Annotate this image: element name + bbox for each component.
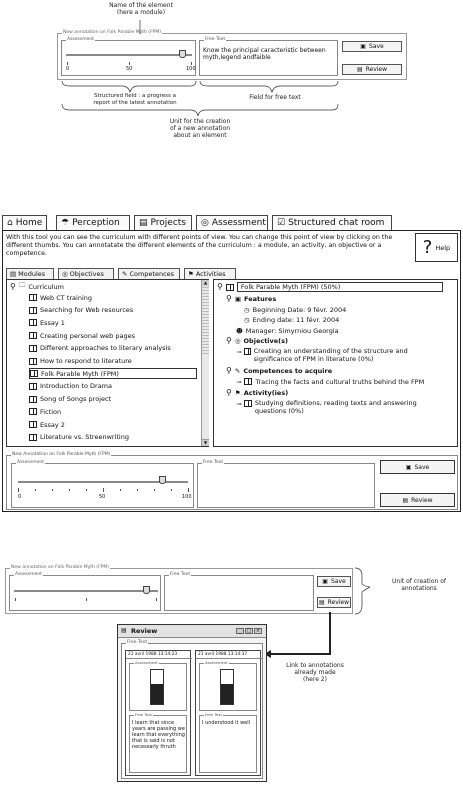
scroll-down-icon[interactable]: ▼ (203, 440, 208, 445)
intro-text: With this tool you can see the curriculum with different points of view. You can change this point of view by clicking on the different thumbs. You can annotatate the different elements of the curriculum : a module, an activity, an objective or a competence. (6, 234, 393, 257)
detail-title[interactable]: Folk Parable Myth (FPM) (50%) (237, 282, 443, 292)
save-icon: ▣ (405, 463, 412, 471)
help-icon: ? (422, 237, 433, 258)
home-icon: ⌂ (7, 218, 13, 228)
top-free-text-legend: Free Text (205, 37, 226, 42)
chat-icon: ☑ (277, 218, 286, 228)
tab-structured-chat[interactable]: ☑ Structured chat room (272, 215, 392, 230)
tree-item-label: Song of Songs project (40, 395, 112, 404)
competences-icon: ✎ (122, 270, 128, 278)
link-icon: ⊸ (236, 348, 242, 356)
name-caption: Name of the element (here a module) (109, 2, 173, 16)
review-icon: ▤ (402, 496, 409, 504)
tree-item-label: Essay 1 (40, 318, 65, 327)
manager-icon: ☻ (236, 327, 243, 335)
review-titlebar (118, 625, 266, 638)
maximize-icon[interactable]: □ (246, 628, 252, 634)
tree-item-label: Essay 2 (40, 420, 65, 429)
features-icon: ▣ (234, 295, 242, 303)
pin-icon: ⚲ (226, 388, 232, 397)
card-assessment: Assessment (129, 663, 187, 711)
card-assessment: Assessment (199, 663, 257, 711)
tree-item-label: Fiction (40, 407, 62, 416)
save-icon: ▣ (322, 578, 328, 585)
top-scale-mid: 50 (126, 66, 133, 72)
tree-item-label: Web CT training (40, 293, 92, 302)
modules-icon: ▤ (10, 270, 17, 278)
save-button[interactable]: ▣ Save (380, 460, 455, 474)
review-icon: ▤ (318, 599, 325, 606)
unit-caption: Unit for the creation of a new annotation about an element (169, 118, 231, 139)
bottom-free-text-legend: Free Text (170, 572, 191, 577)
activity-icon: ⚑ (234, 389, 241, 397)
tree-root[interactable]: ⚲ 🗀 Curriculum (10, 281, 65, 291)
review-group (121, 640, 263, 779)
objectives-label: Objective(s) (243, 337, 288, 345)
card-text: I understood it well (202, 720, 251, 726)
card-text: I learn that since years are passing we learn that everything that is said is not necessarly thruth (132, 720, 185, 750)
review-window (117, 624, 267, 782)
bottom-save-button[interactable]: ▣ Save (317, 576, 351, 587)
link-caption: Link to annotations already made (here 2) (286, 662, 344, 683)
features-label: Features (244, 295, 277, 303)
tree-item-label: Searching for Web resources (40, 306, 134, 315)
card-level-fill (151, 684, 163, 704)
objective-icon: ◎ (234, 337, 241, 345)
tab-competences[interactable]: ✎ Competences (118, 268, 180, 279)
tree-item-label: Literature vs. Streenwriting (40, 433, 129, 442)
bottom-assessment-legend: Assessment (15, 572, 42, 577)
competence-icon: ✎ (234, 367, 241, 375)
tab-assessment[interactable]: ◎ Assessment (196, 215, 268, 230)
bottom-review-button[interactable]: ▤ Review (318, 599, 350, 606)
top-free-text-value[interactable]: Know the principal caracteristic between myth,legend andfaible (203, 47, 326, 61)
minimize-icon[interactable]: _ (236, 628, 244, 634)
tab-perception[interactable]: ☂ Perception (56, 215, 130, 230)
help-button[interactable]: ? Help (415, 233, 458, 262)
tab-objectives[interactable]: ◎ Objectives (58, 268, 114, 279)
review-card (125, 650, 191, 776)
scale-min: 0 (18, 494, 22, 500)
perception-icon: ☂ (61, 218, 70, 228)
tree-item-label: How to respond to literature (40, 357, 132, 365)
pin-icon: ⚲ (226, 366, 232, 375)
card-level-bar (220, 669, 234, 705)
card-date: 21 avril 1988 13:14:23 (126, 651, 192, 659)
scroll-up-icon[interactable]: ▲ (203, 280, 208, 285)
link-icon: ⊸ (236, 378, 242, 386)
clock-icon: ◷ (244, 306, 250, 314)
top-scale-max: 100 (186, 66, 196, 72)
card-level-fill (221, 684, 233, 704)
close-icon[interactable]: × (255, 628, 261, 634)
review-group-legend: Free Text (127, 640, 148, 645)
manager: Manager: Simyrniou Georgia (245, 327, 339, 335)
tab-activities[interactable]: ⚑ Activities (184, 268, 236, 279)
tree-item-label: Different approaches to literary analysis (40, 344, 171, 353)
activities-label: Activity(ies) (243, 389, 289, 397)
clock-icon: ◷ (244, 316, 250, 324)
activity-text[interactable]: Studying definitions, reading texts and answering questions (0%) (254, 399, 417, 415)
scale-mid: 50 (99, 494, 106, 500)
competence-text[interactable]: Tracing the facts and cultural truths behind the FPM (255, 378, 425, 386)
card-free-text: Free Text I understood it well (199, 715, 257, 773)
annotation-title: New Annotation on Folk Parable Myth (FPM) (12, 452, 111, 457)
review-card (195, 650, 261, 776)
tab-modules[interactable]: ▤ Modules (6, 268, 54, 279)
end-date: Ending date: 11 févr. 2004 (252, 316, 340, 324)
top-assessment-legend: Assessment (67, 37, 94, 42)
free-text-legend: Free Text (203, 460, 224, 465)
pin-icon: ⚲ (217, 282, 223, 291)
objective-text[interactable]: Creating an understanding of the structure and significance of FPM in literature (0%) (253, 347, 408, 363)
tree-item-label: Introduction to Drama (40, 382, 112, 391)
pin-icon: ⚲ (226, 294, 232, 303)
scale-max: 100 (182, 494, 192, 500)
top-frame-title: New annotation on Folk Parable Myth (FPM) (63, 30, 162, 35)
tree-item-label: Creating personal web pages (40, 331, 135, 340)
objectives-icon: ◎ (62, 270, 68, 278)
card-level-bar (150, 669, 164, 705)
pin-icon: ⚲ (10, 281, 16, 291)
top-save-button[interactable]: ▣ Save (342, 41, 402, 52)
projects-icon: ▤ (139, 218, 148, 228)
link-icon: ⊸ (236, 400, 242, 408)
pin-icon: ⚲ (226, 336, 232, 345)
structured-caption: Structured field : a progress a report of the latest annotation (93, 93, 177, 106)
review-button[interactable]: ▤ Review (380, 493, 455, 507)
bottom-unit-caption: Unit of creation of annotations (392, 578, 446, 592)
folder-icon: 🗀 (18, 281, 26, 289)
card-date: 21 avril 1988 13:14:37 (196, 651, 262, 659)
review-window-icon: ▤ (121, 627, 127, 634)
activities-icon: ⚑ (188, 270, 194, 278)
begin-date: Beginning Date: 9 févr. 2004 (252, 306, 347, 314)
free-caption: Field for free text (249, 94, 301, 101)
tab-projects[interactable]: ▤ Projects (134, 215, 192, 230)
assessment-icon: ◎ (201, 218, 209, 228)
bottom-frame-title: New annotation on Folk Parable Myth (FPM) (11, 565, 110, 570)
top-scale-min: 0 (66, 66, 70, 72)
review-window-title: Review (131, 627, 158, 635)
tree-item-label: Folk Parable Myth (FPM) (41, 369, 119, 378)
review-icon: ▤ (356, 66, 363, 73)
competences-label: Competences to acquire (243, 367, 333, 375)
top-review-button[interactable]: ▤ Review (342, 64, 402, 75)
save-icon: ▣ (360, 43, 366, 50)
tab-home[interactable]: ⌂ Home (2, 215, 47, 230)
card-free-text: Free Text I learn that since years are passing we learn that everything that is said is not necessarly thruth (129, 715, 187, 773)
assessment-legend: Assessment (17, 460, 44, 465)
